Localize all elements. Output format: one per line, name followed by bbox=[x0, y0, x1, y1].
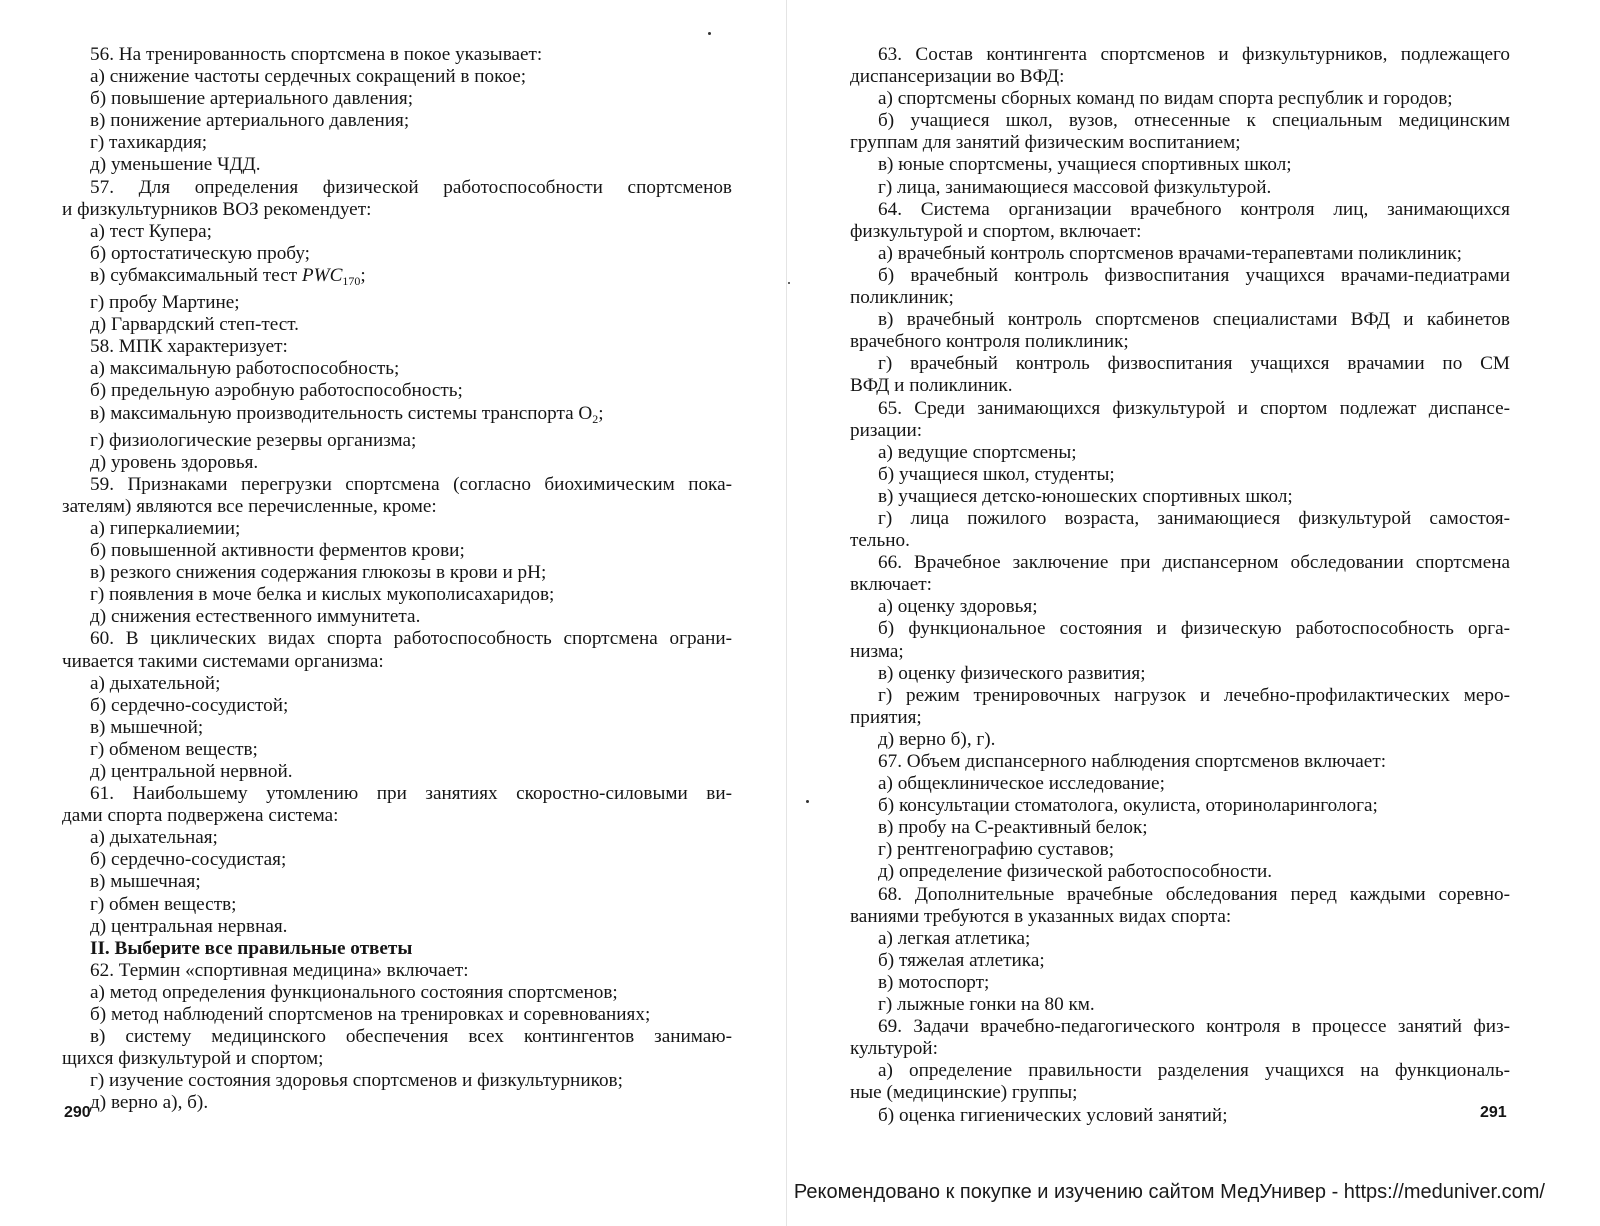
page-number-left: 290 bbox=[64, 1104, 91, 1121]
answer-line: д) центральная нервная. bbox=[90, 915, 288, 937]
answer-line: б) функциональное состояния и физическую работоспособность орга- bbox=[878, 618, 1510, 640]
question-62: 62. Термин «спортивная медицина» включает: bbox=[90, 959, 469, 981]
pwc-label: PWC bbox=[301, 264, 343, 286]
answer-line: в) мотоспорт; bbox=[878, 971, 990, 993]
scan-speck bbox=[708, 32, 711, 35]
answer-line: д) снижения естественного иммунитета. bbox=[90, 606, 421, 628]
answer-line: г) лица пожилого возраста, занимающиеся физкультурой самостоя- bbox=[878, 507, 1510, 529]
pwc-subscript: 170 bbox=[342, 273, 361, 288]
answer-line: г) лица, занимающиеся массовой физкультурой. bbox=[878, 176, 1272, 198]
answer-line: б) метод наблюдений спортсменов на тренировках и соревнованиях; bbox=[90, 1004, 651, 1026]
question-continuation: дами спорта подвержена система: bbox=[62, 805, 339, 827]
question-continuation: физкультурой и спортом, включает: bbox=[850, 220, 1142, 242]
answer-line: в) врачебный контроль спортсменов специалистами ВФД и кабинетов bbox=[878, 309, 1510, 331]
question-continuation: ваниями требуются в указанных видах спорта: bbox=[850, 905, 1232, 927]
answer-continuation: врачебного контроля поликлиник; bbox=[850, 331, 1129, 353]
pwc-tail: ; bbox=[360, 264, 366, 286]
answer-line: б) консультации стоматолога, окулиста, оториноларинголога; bbox=[878, 795, 1378, 817]
page-gutter bbox=[786, 0, 787, 1226]
answer-line: а) определение правильности разделения учащихся на функциональ- bbox=[878, 1060, 1510, 1082]
answer-line: б) ортостатическую пробу; bbox=[90, 242, 310, 264]
answer-line: а) тест Купера; bbox=[90, 220, 212, 242]
answer-line: а) спортсмены сборных команд по видам спорта республик и городов; bbox=[878, 88, 1453, 110]
answer-line: д) определение физической работоспособности. bbox=[878, 861, 1273, 883]
question-69: 69. Задачи врачебно-педагогического контроля в процессе занятий физ- bbox=[878, 1016, 1510, 1038]
answer-line: г) изучение состояния здоровья спортсменов и физкультурников; bbox=[90, 1070, 623, 1092]
watermark-text: Рекомендовано к покупке и изучению сайтом МедУнивер - https://meduniver.com/ bbox=[793, 1181, 1545, 1203]
question-continuation: включает: bbox=[850, 574, 932, 596]
scan-speck bbox=[788, 282, 790, 284]
answer-line: д) уменьшение ЧДД. bbox=[90, 154, 261, 176]
answer-line: б) повышение артериального давления; bbox=[90, 88, 414, 110]
answer-continuation: поликлиник; bbox=[850, 287, 954, 309]
answer-line: в) учащиеся детско-юношеских спортивных школ; bbox=[878, 485, 1293, 507]
answer-line: б) сердечно-сосудистая; bbox=[90, 849, 287, 871]
answer-line: д) уровень здоровья. bbox=[90, 451, 259, 473]
answer-line: а) легкая атлетика; bbox=[878, 927, 1031, 949]
answer-line: а) максимальную работоспособность; bbox=[90, 358, 400, 380]
answer-continuation: приятия; bbox=[850, 706, 922, 728]
answer-continuation: низма; bbox=[850, 640, 904, 662]
answer-line: а) дыхательная; bbox=[90, 827, 218, 849]
answer-line: б) оценка гигиенических условий занятий; bbox=[878, 1104, 1228, 1126]
answer-line: б) сердечно-сосудистой; bbox=[90, 694, 289, 716]
answer-line: г) лыжные гонки на 80 км. bbox=[878, 994, 1095, 1016]
answer-line: д) верно б), г). bbox=[878, 728, 996, 750]
answer-line: б) повышенной активности ферментов крови; bbox=[90, 540, 465, 562]
answer-line: б) учащиеся школ, студенты; bbox=[878, 463, 1115, 485]
answer-line: в) пробу на С-реактивный белок; bbox=[878, 817, 1148, 839]
answer-line: г) режим тренировочных нагрузок и лечебно-профилактических меро- bbox=[878, 684, 1510, 706]
question-65: 65. Среди занимающихся физкультурой и спортом подлежат диспансе- bbox=[878, 397, 1510, 419]
answer-line: в) мышечная; bbox=[90, 871, 201, 893]
answer-line: а) врачебный контроль спортсменов врачами-терапевтами поликлиник; bbox=[878, 242, 1463, 264]
answer-line: в) оценку физического развития; bbox=[878, 662, 1146, 684]
answer-line: г) врачебный контроль физвоспитания учащихся врачамии по СМ bbox=[878, 353, 1510, 375]
question-continuation: и физкультурников ВОЗ рекомендует: bbox=[62, 198, 372, 220]
question-continuation: культурой: bbox=[850, 1038, 938, 1060]
question-68: 68. Дополнительные врачебные обследования перед каждыми соревно- bbox=[878, 883, 1510, 905]
answer-line: г) пробу Мартине; bbox=[90, 292, 240, 314]
question-64: 64. Система организации врачебного контроля лиц, занимающихся bbox=[878, 198, 1510, 220]
o2-tail: ; bbox=[598, 402, 604, 424]
o2-subscript: 2 bbox=[592, 411, 599, 426]
answer-line: в) резкого снижения содержания глюкозы в крови и pH; bbox=[90, 562, 547, 584]
section-heading: II. Выберите все правильные ответы bbox=[90, 937, 413, 959]
question-66: 66. Врачебное заключение при диспансерном обследовании спортсмена bbox=[878, 552, 1510, 574]
answer-line: г) рентгенографию суставов; bbox=[878, 839, 1115, 861]
question-continuation: чивается такими системами организма: bbox=[62, 650, 384, 672]
answer-line: а) ведущие спортсмены; bbox=[878, 441, 1077, 463]
answer-line: в) мышечной; bbox=[90, 716, 204, 738]
page-number-right: 291 bbox=[1480, 1104, 1507, 1121]
question-63: 63. Состав контингента спортсменов и физкультурников, подлежащего bbox=[878, 44, 1510, 65]
answer-continuation: ные (медицинские) группы; bbox=[850, 1082, 1078, 1104]
question-56: 56. На тренированность спортсмена в покое указывает: bbox=[90, 44, 543, 65]
answer-line: г) появления в моче белка и кислых мукополисахаридов; bbox=[90, 584, 555, 606]
answer-line: г) обменом веществ; bbox=[90, 738, 258, 760]
answer-line: б) врачебный контроль физвоспитания учащихся врачами-педиатрами bbox=[878, 264, 1510, 286]
answer-line: б) тяжелая атлетика; bbox=[878, 949, 1045, 971]
answer-line: г) физиологические резервы организма; bbox=[90, 429, 417, 451]
answer-line: в) систему медицинского обеспечения всех контингентов занимаю- bbox=[90, 1026, 732, 1048]
answer-line: в) юные спортсмены, учащиеся спортивных школ; bbox=[878, 154, 1292, 176]
question-59: 59. Признаками перегрузки спортсмена (согласно биохимическим пока- bbox=[90, 473, 732, 495]
scan-speck bbox=[806, 800, 809, 803]
answer-line: а) гиперкалиемии; bbox=[90, 517, 241, 539]
answer-line-o2 bbox=[62, 403, 732, 430]
question-57: 57. Для определения физической работоспособности спортсменов bbox=[90, 176, 732, 198]
answer-line: а) метод определения функционального состояния спортсменов; bbox=[90, 981, 618, 1003]
answer-line: а) общеклиническое исследование; bbox=[878, 773, 1165, 795]
question-67: 67. Объем диспансерного наблюдения спортсменов включает: bbox=[878, 751, 1387, 772]
answer-text: в) максимальную производительность системы транспорта O bbox=[90, 402, 593, 424]
answer-line: б) учащиеся школ, вузов, отнесенные к специальным медицинским bbox=[878, 110, 1510, 132]
question-continuation: зателям) являются все перечисленные, кроме: bbox=[62, 495, 437, 517]
answer-text: в) субмаксимальный тест bbox=[90, 264, 302, 286]
answer-line: д) центральной нервной. bbox=[90, 761, 293, 782]
answer-line: г) тахикардия; bbox=[90, 132, 208, 154]
answer-line: а) дыхательной; bbox=[90, 672, 221, 694]
answer-continuation: тельно. bbox=[850, 530, 910, 552]
question-continuation: ризации: bbox=[850, 419, 923, 441]
answer-line: д) верно а), б). bbox=[90, 1092, 209, 1114]
answer-line: б) предельную аэробную работоспособность; bbox=[90, 380, 463, 402]
answer-line: а) оценку здоровья; bbox=[878, 596, 1038, 618]
answer-line: а) снижение частоты сердечных сокращений в покое; bbox=[90, 66, 527, 88]
question-continuation: диспансеризации во ВФД: bbox=[850, 66, 1065, 88]
answer-line: в) понижение артериального давления; bbox=[90, 110, 410, 132]
left-page bbox=[62, 44, 732, 1115]
answer-continuation: щихся физкультурой и спортом; bbox=[62, 1048, 324, 1070]
question-58: 58. МПК характеризует: bbox=[90, 336, 288, 358]
answer-line-pwc bbox=[62, 265, 732, 292]
right-page bbox=[850, 44, 1510, 1127]
answer-line: г) обмен веществ; bbox=[90, 893, 237, 915]
question-60: 60. В циклических видах спорта работоспособность спортсмена ограни- bbox=[90, 628, 732, 650]
answer-line: д) Гарвардский степ-тест. bbox=[90, 314, 299, 336]
question-61: 61. Наибольшему утомлению при занятиях скоростно-силовыми ви- bbox=[90, 783, 732, 805]
answer-continuation: ВФД и поликлиник. bbox=[850, 375, 1013, 397]
answer-continuation: группам для занятий физическим воспитанием; bbox=[850, 132, 1241, 154]
